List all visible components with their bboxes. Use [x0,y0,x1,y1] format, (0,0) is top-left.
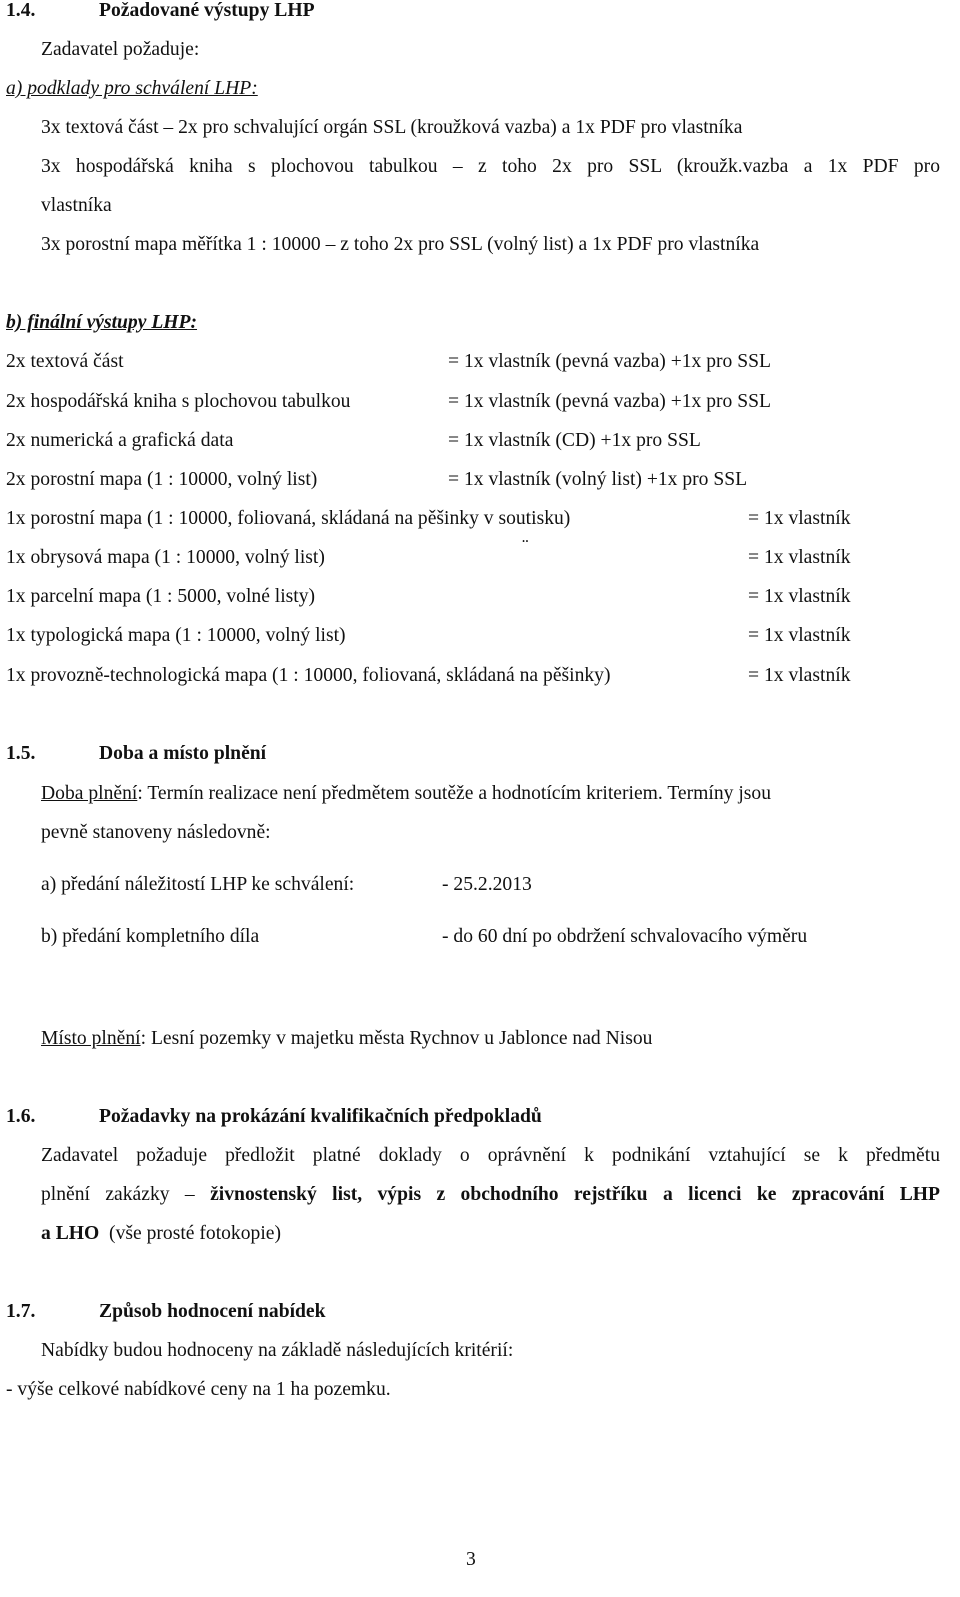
qualification-line-3: a LHO (vše prosté fotokopie) [41,1223,281,1244]
approval-line-book: 3x hospodářská kniha s plochovou tabulkou – z toho 2x pro SSL (kroužk.vazba a 1x PDF pro [41,156,940,177]
owner-output-item: 1x parcelní mapa (1 : 5000, volné listy) [6,586,316,607]
approval-line-map: 3x porostní mapa měřítka 1 : 10000 – z toho 2x pro SSL (volný list) a 1x PDF pro vlastníka [41,234,760,255]
final-output-row [6,352,124,372]
subsection-a-label: a) podklady pro schválení LHP: [6,78,258,99]
intro-text: Zadavatel požaduje: [41,39,200,60]
owner-output-item: 1x obrysová mapa (1 : 10000, volný list) [6,547,325,568]
deadline-a-value: - 25.2.2013 [442,874,532,895]
final-output-item: 2x hospodářská kniha s plochovou tabulkou [6,391,351,412]
subsection-b-label: b) finální výstupy LHP: [6,312,198,333]
qualification-line-2: plnění zakázky – živnostenský list, výpis z obchodního rejstříku a licenci ke zpracování LHP [41,1184,940,1205]
qualification-line-1: Zadavatel požaduje předložit platné doklady o oprávnění k podnikání vztahující se k předmětu [41,1145,940,1166]
owner-output-item: 1x porostní mapa (1 : 10000, foliovaná, skládaná na pěšinky v soutisku) [6,508,571,529]
section-title-1-7: Způsob hodnocení nabídek [99,1301,326,1322]
stray-diaeresis-mark: ¨ [522,537,529,558]
final-output-dest: = 1x vlastník (pevná vazba) +1x pro SSL [448,391,772,412]
deadline-b-label: b) předání kompletního díla [41,926,260,947]
owner-output-dest: = 1x vlastník [748,547,851,568]
page-number: 3 [466,1549,476,1570]
section-number-1-7: 1.7. [6,1301,36,1322]
section-number-1-6: 1.6. [6,1106,36,1127]
misto-plneni-line: Místo plnění: Lesní pozemky v majetku města Rychnov u Jablonce nad Nisou [41,1028,653,1049]
final-output-dest: = 1x vlastník (volný list) +1x pro SSL [448,469,748,490]
final-output-dest: = 1x vlastník (pevná vazba) +1x pro SSL [448,351,772,372]
owner-output-dest: = 1x vlastník [748,508,851,529]
evaluation-line-1: Nabídky budou hodnoceny na základě následujících kritérií: [41,1340,514,1361]
approval-line-text: 3x textová část – 2x pro schvalující orgán SSL (kroužková vazba) a 1x PDF pro vlastníka [41,117,743,138]
owner-output-item: 1x provozně-technologická mapa (1 : 10000, foliovaná, skládaná na pěšinky) [6,665,611,686]
doba-plneni-line-cont: pevně stanoveny následovně: [41,822,271,843]
qualification-documents: živnostenský list, výpis z obchodního rejstříku a licenci ke zpracování LHP [210,1184,940,1205]
section-number-1-4: 1.4. [6,0,36,21]
doba-plneni-line: Doba plnění: Termín realizace není předmětem soutěže a hodnotícím kriteriem. Termíny jsou [41,783,771,804]
final-output-item: 2x porostní mapa (1 : 10000, volný list) [6,469,318,490]
owner-output-dest: = 1x vlastník [748,586,851,607]
owner-output-item: 1x typologická mapa (1 : 10000, volný list) [6,625,346,646]
section-title-1-6: Požadavky na prokázání kvalifikačních předpokladů [99,1106,542,1127]
owner-output-dest: = 1x vlastník [748,665,851,686]
owner-output-dest: = 1x vlastník [748,625,851,646]
section-number-1-5: 1.5. [6,743,36,764]
final-output-dest: = 1x vlastník (CD) +1x pro SSL [448,430,701,451]
section-title-1-4: Požadované výstupy LHP [99,0,315,21]
misto-plneni-label: Místo plnění [41,1028,141,1049]
doba-plneni-label: Doba plnění [41,783,138,804]
deadline-b-value: - do 60 dní po obdržení schvalovacího výměru [442,926,808,947]
final-output-item: 2x textová část [6,351,124,372]
deadline-a-label: a) předání náležitostí LHP ke schválení: [41,874,355,895]
final-output-item: 2x numerická a grafická data [6,430,234,451]
approval-line-book-cont: vlastníka [41,195,112,216]
section-title-1-5: Doba a místo plnění [99,743,267,764]
evaluation-line-2: - výše celkové nabídkové ceny na 1 ha pozemku. [6,1379,391,1400]
